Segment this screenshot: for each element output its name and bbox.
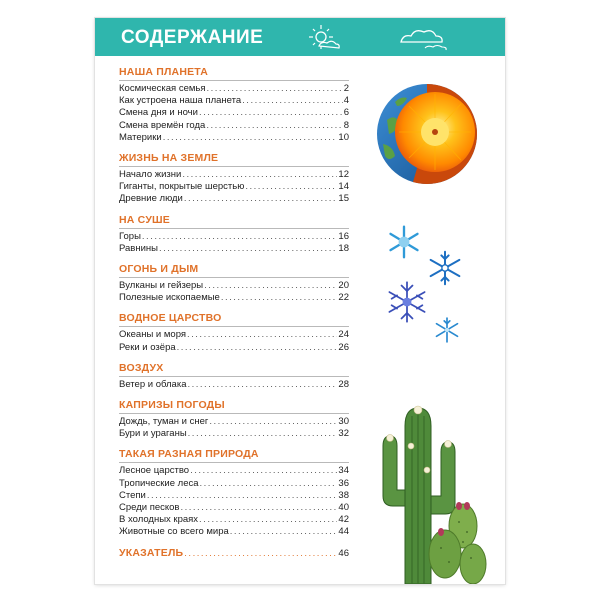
entry-title: Реки и озёра	[119, 341, 176, 353]
toc-entry[interactable]	[119, 169, 349, 181]
snowflake-icon	[427, 250, 463, 286]
divider	[119, 462, 349, 463]
dot-leader	[184, 548, 337, 559]
cactus-icon	[375, 386, 495, 584]
entry-page: 8	[343, 119, 349, 131]
toc-section	[119, 66, 349, 144]
divider	[119, 326, 349, 327]
toc-entry[interactable]	[119, 280, 349, 292]
divider	[119, 413, 349, 414]
dot-leader	[159, 243, 337, 255]
dot-leader	[163, 132, 338, 144]
entry-page: 40	[338, 502, 349, 514]
toc-entry[interactable]	[119, 478, 349, 490]
index-title: УКАЗАТЕЛЬ	[119, 546, 184, 559]
entry-page: 26	[338, 341, 349, 353]
snowflake-icon	[385, 280, 429, 324]
toc-entry[interactable]	[119, 465, 349, 477]
dot-leader	[221, 292, 338, 304]
dot-leader	[199, 514, 337, 526]
toc-entry[interactable]	[119, 490, 349, 502]
entry-title: Начало жизни	[119, 169, 182, 181]
dot-leader	[199, 107, 343, 119]
dot-leader	[147, 490, 338, 502]
dot-leader	[230, 526, 338, 538]
entry-title: Ветер и облака	[119, 378, 187, 390]
dot-leader	[187, 329, 337, 341]
toc-entry[interactable]	[119, 107, 349, 119]
section-title[interactable]: ВОЗДУХ	[119, 361, 164, 374]
dot-leader	[206, 120, 342, 132]
entry-page: 6	[343, 107, 349, 119]
toc-entry[interactable]	[119, 120, 349, 132]
entry-title: Полезные ископаемые	[119, 292, 220, 304]
entry-title: Тропические леса	[119, 477, 199, 489]
section-title[interactable]: ТАКАЯ РАЗНАЯ ПРИРОДА	[119, 448, 259, 461]
entry-title: Горы	[119, 230, 141, 242]
entry-page: 34	[338, 465, 349, 477]
entry-title: Древние люди	[119, 193, 183, 205]
book-page	[95, 18, 505, 584]
toc-index-entry[interactable]	[119, 547, 349, 560]
toc-entry[interactable]	[119, 329, 349, 341]
snowflake-icon	[433, 316, 461, 344]
entry-title: Животные со всего мира	[119, 526, 229, 538]
earth-cutaway-icon	[373, 80, 481, 188]
entry-title: Смена дня и ночи	[119, 107, 198, 119]
toc-section	[119, 152, 349, 206]
toc-section	[119, 399, 349, 440]
entry-title: Среди песков	[119, 502, 180, 514]
toc-section	[119, 214, 349, 255]
entry-title: Дождь, туман и снег	[119, 416, 209, 428]
cloud-doodle-icon	[395, 22, 457, 52]
entry-page: 32	[338, 428, 349, 440]
entry-page: 38	[338, 489, 349, 501]
toc-section	[119, 263, 349, 304]
toc-entry[interactable]	[119, 231, 349, 243]
toc-section	[119, 448, 349, 538]
page-title: СОДЕРЖАНИЕ	[121, 27, 264, 48]
toc-entry[interactable]	[119, 502, 349, 514]
entry-title: Бури и ураганы	[119, 428, 187, 440]
toc-entry[interactable]	[119, 379, 349, 391]
entry-page: 12	[338, 169, 349, 181]
toc-entry[interactable]	[119, 292, 349, 304]
section-title[interactable]: НА СУШЕ	[119, 213, 171, 226]
dot-leader	[187, 379, 337, 391]
dot-leader	[200, 478, 338, 490]
section-title[interactable]: НАША ПЛАНЕТА	[119, 66, 209, 78]
dot-leader	[204, 280, 337, 292]
entry-page: 44	[338, 526, 349, 538]
divider	[119, 80, 349, 81]
section-title[interactable]: ЖИЗНЬ НА ЗЕМЛЕ	[119, 152, 219, 165]
entry-page: 2	[343, 83, 349, 94]
toc-entry[interactable]	[119, 95, 349, 107]
dot-leader	[242, 95, 343, 107]
index-page: 46	[338, 547, 349, 559]
table-of-contents	[119, 66, 349, 560]
entry-page: 14	[338, 181, 349, 193]
divider	[119, 277, 349, 278]
toc-entry[interactable]	[119, 243, 349, 255]
divider	[119, 228, 349, 229]
dot-leader	[245, 181, 337, 193]
dot-leader	[188, 428, 338, 440]
dot-leader	[206, 83, 342, 95]
entry-title: Степи	[119, 489, 146, 501]
entry-title: Лесное царство	[119, 465, 190, 477]
divider	[119, 166, 349, 167]
entry-page: 20	[338, 280, 349, 292]
dot-leader	[184, 193, 338, 205]
entry-page: 24	[338, 329, 349, 341]
toc-entry[interactable]	[119, 181, 349, 193]
section-title[interactable]: ВОДНОЕ ЦАРСТВО	[119, 312, 222, 325]
dot-leader	[190, 465, 337, 477]
section-title[interactable]: КАПРИЗЫ ПОГОДЫ	[119, 399, 225, 412]
toc-entry[interactable]	[119, 514, 349, 526]
entry-page: 22	[338, 292, 349, 304]
toc-entry[interactable]	[119, 193, 349, 205]
entry-page: 10	[338, 131, 349, 143]
divider	[119, 376, 349, 377]
section-title[interactable]: ОГОНЬ И ДЫМ	[119, 263, 199, 276]
entry-page: 15	[338, 193, 349, 205]
snowflake-icon	[386, 224, 422, 260]
entry-title: В холодных краях	[119, 514, 199, 526]
dot-leader	[177, 342, 338, 354]
sun-cloud-doodle-icon	[301, 22, 341, 52]
entry-title: Вулканы и гейзеры	[119, 280, 204, 292]
dot-leader	[182, 169, 337, 181]
entry-page: 16	[338, 230, 349, 242]
entry-page: 18	[338, 242, 349, 254]
toc-entry[interactable]	[119, 132, 349, 144]
toc-entry[interactable]	[119, 526, 349, 538]
entry-title: Как устроена наша планета	[119, 95, 242, 107]
entry-title: Космическая семья	[119, 83, 206, 94]
entry-title: Материки	[119, 131, 162, 143]
entry-title: Океаны и моря	[119, 329, 187, 341]
entry-title: Смена времён года	[119, 119, 206, 131]
entry-page: 30	[338, 416, 349, 428]
toc-section	[119, 312, 349, 353]
toc-entry[interactable]	[119, 342, 349, 354]
toc-section	[119, 362, 349, 391]
toc-entry[interactable]	[119, 416, 349, 428]
dot-leader	[142, 231, 338, 243]
entry-page: 42	[338, 514, 349, 526]
entry-title: Равнины	[119, 242, 158, 254]
toc-entry[interactable]	[119, 428, 349, 440]
entry-title: Гиганты, покрытые шерстью	[119, 181, 245, 193]
entry-page: 4	[343, 95, 349, 107]
header-bar	[95, 18, 505, 56]
dot-leader	[180, 502, 337, 514]
entry-page: 28	[338, 378, 349, 390]
toc-entry[interactable]	[119, 83, 349, 95]
dot-leader	[209, 416, 337, 428]
entry-page: 36	[338, 477, 349, 489]
